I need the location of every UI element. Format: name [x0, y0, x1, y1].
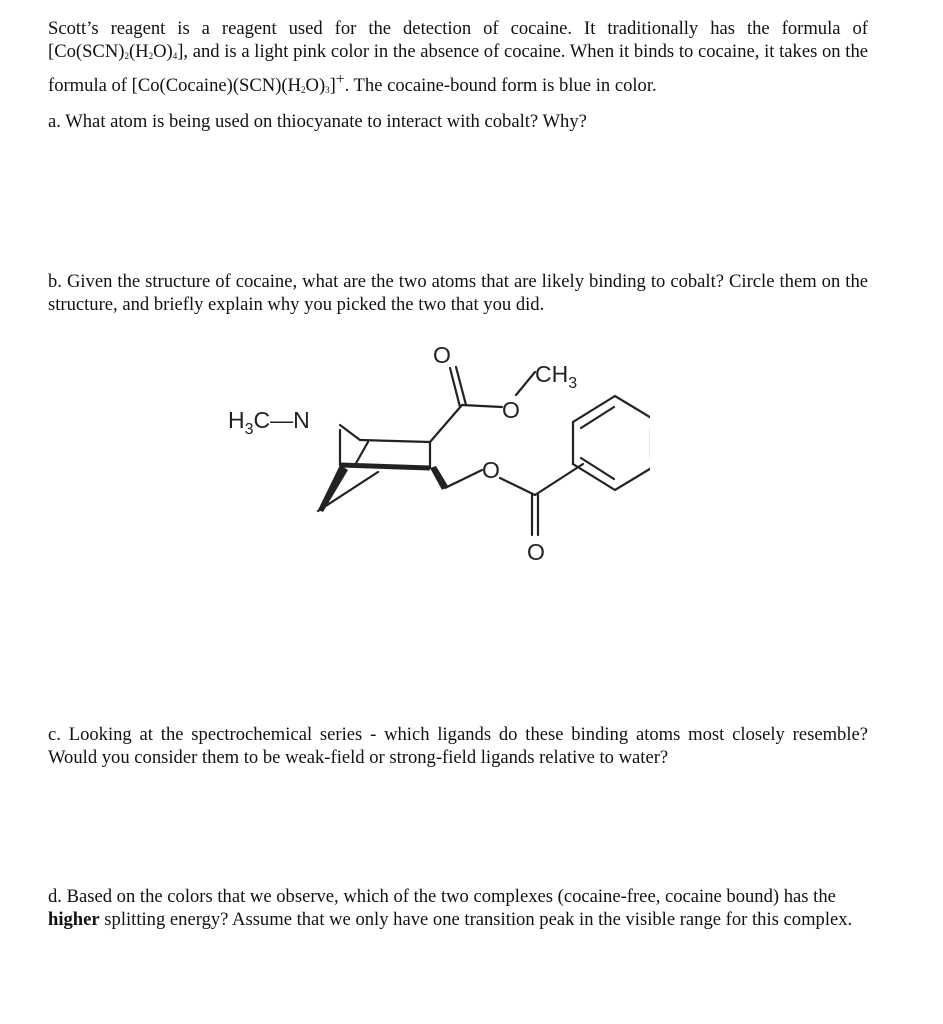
bond: [355, 442, 368, 465]
subscript: 3: [325, 85, 330, 96]
bond: [360, 440, 430, 442]
bond: [430, 405, 462, 442]
cocaine-structure: [190, 330, 650, 580]
bond: [340, 425, 360, 440]
ester-oxygen-bottom: O: [482, 457, 500, 483]
formula-text: (H: [128, 41, 149, 62]
intro-paragraph: [48, 17, 868, 102]
subscript: 4: [172, 51, 178, 61]
question-c: c. Looking at the spectrochemical series - which ligands do these binding atoms most closely resemble? Would you consider them to be weak-field or strong-field ligands relative to water?: [48, 724, 868, 768]
emphasis-higher: higher: [48, 909, 100, 930]
carbonyl-oxygen-top: O: [433, 342, 451, 368]
intro-line-2: [48, 41, 774, 62]
subscript: 2: [148, 51, 154, 61]
formula-text: O): [305, 75, 326, 97]
question-d: [48, 885, 878, 931]
subscript: 2: [124, 51, 129, 61]
bond: [445, 470, 482, 488]
question-a: a. What atom is being used on thiocyanate to interact with cobalt? Why?: [48, 111, 587, 132]
formula-text: ], and is a light pink color in the absence of cocaine. When it binds to cocaine, it: [177, 41, 775, 62]
methyl-group-label: $CH_3$: [535, 361, 578, 392]
wedge-bond: [430, 466, 448, 490]
bond: [516, 372, 535, 395]
formula-text: ]: [329, 75, 336, 97]
superscript: +: [335, 71, 345, 88]
benzene-ring: [573, 396, 650, 490]
aromatic-bond: [581, 407, 614, 428]
question-b: b. Given the structure of cocaine, what are the two atoms that are likely binding to cobalt? Circle them on the structure, and briefly explain why you picked the two that you did.: [48, 271, 868, 315]
bond: [500, 478, 535, 495]
formula-text: takes on the formula of [Co(Cocaine)(SCN)(H: [48, 41, 868, 97]
bond: [462, 405, 502, 407]
methyl-nitrogen-label: $H_3C—N$: [228, 407, 310, 438]
wedge-bond: [318, 465, 348, 512]
question-d-text: splitting energy? Assume that we only have one transition peak in the visible range for this complex.: [99, 909, 853, 930]
carbonyl-oxygen-bottom: O: [527, 539, 545, 565]
intro-line-1: Scott’s reagent is a reagent used for the detection of cocaine. It traditionally has the formula of: [48, 18, 868, 39]
wedge-bond: [340, 465, 430, 468]
bond: [318, 472, 378, 511]
formula-text: [Co(SCN): [48, 41, 125, 62]
question-d-text: d. Based on the colors that we observe, which of the two complexes (cocaine-free, cocaine bound) has the: [48, 886, 836, 907]
bond: [535, 464, 583, 495]
formula-text: . The cocaine-bound form is blue in color.: [344, 75, 657, 97]
ester-oxygen-top: O: [502, 397, 520, 423]
aromatic-bond: [581, 458, 614, 479]
subscript: 2: [301, 85, 306, 96]
formula-text: O): [153, 41, 173, 62]
